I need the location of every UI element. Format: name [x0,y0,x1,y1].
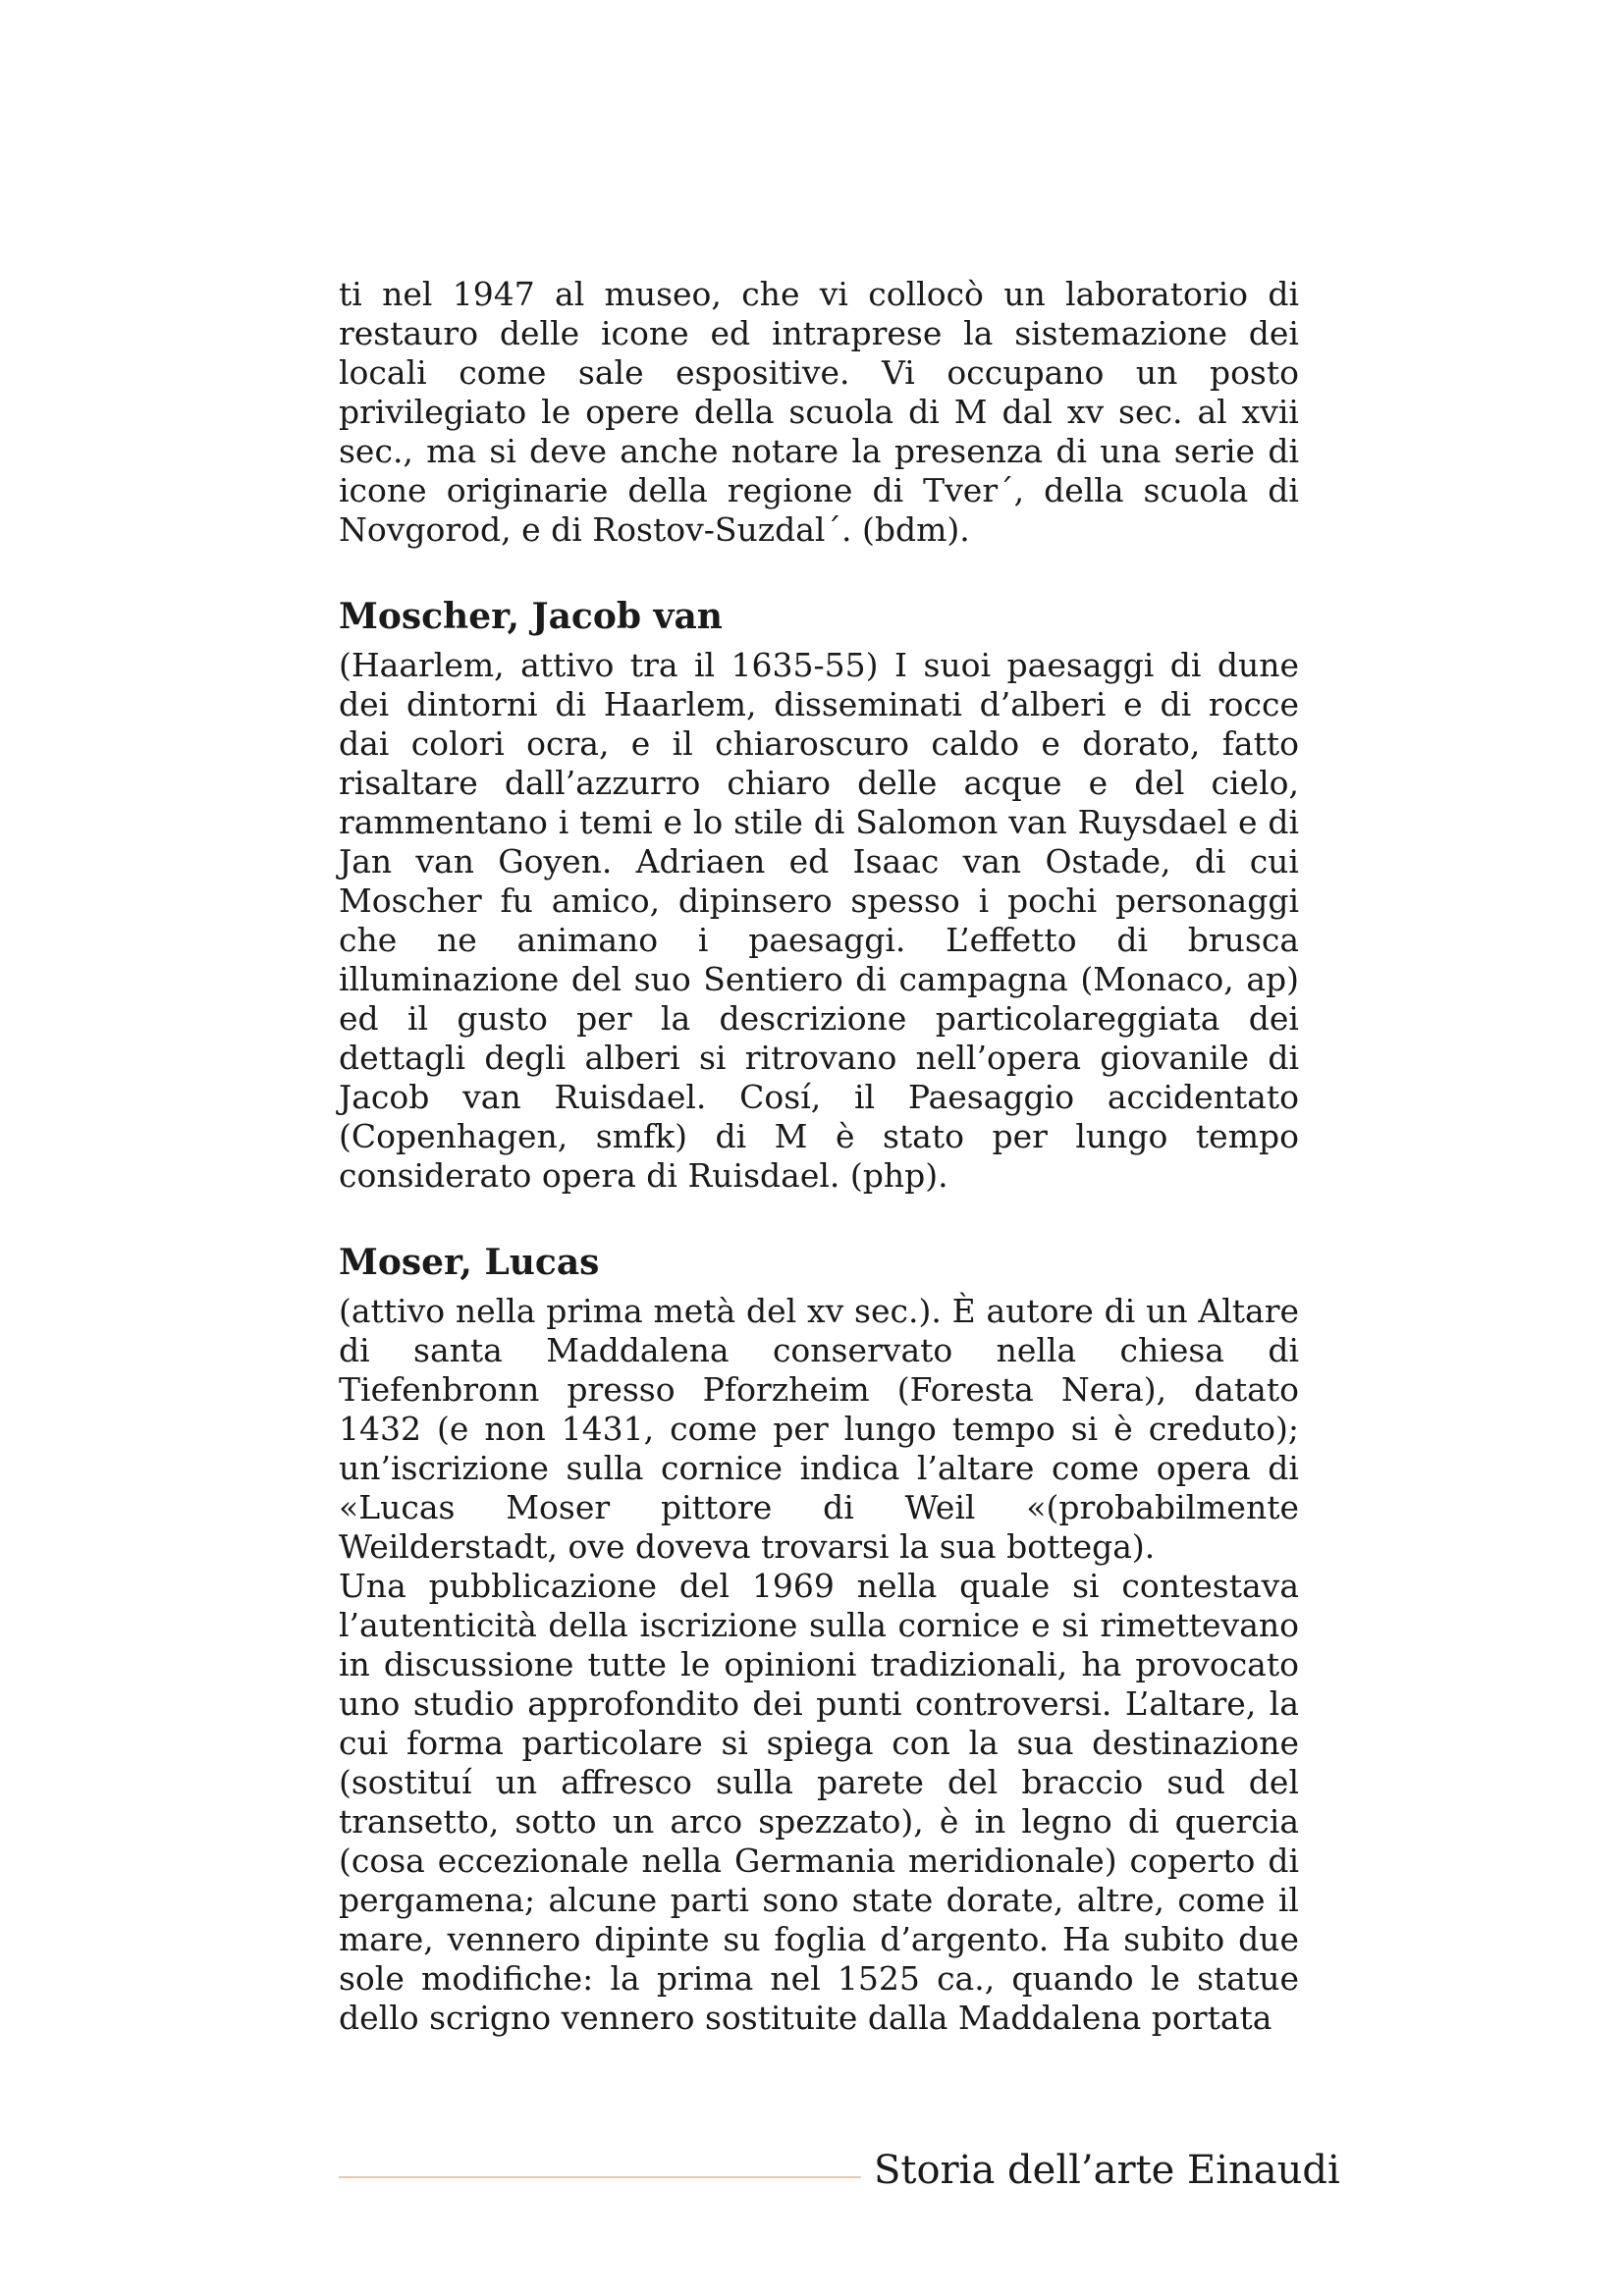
intro-paragraph: ti nel 1947 al museo, che vi collocò un laboratorio di restauro delle icone ed intraprese la sistemazione dei locali come sale espositive. Vi occupano un posto privilegiato le opere della scuola di M dal xv sec. al xvii sec., ma si deve anche notare la presenza di una serie di icone originarie della regione di Tver´, della scuola di Novgorod, e di Rostov-Suzdal´. (bdm). [339,275,1299,549]
entry-title-moscher: Moscher, Jacob van [339,596,723,637]
spacer [339,1196,1299,1241]
spacer [339,550,1299,595]
footer-divider [339,2176,861,2178]
entry-title-moser: Moser, Lucas [339,1242,600,1283]
entry-text-moser-1: (attivo nella prima metà del xv sec.). È autore di un Altare di santa Maddalena conservato nella chiesa di Tiefenbronn presso Pforzheim (Foresta Nera), datato 1432 (e non 1431, come per lungo tempo si è creduto); un’iscrizione sulla cornice indica l’altare come opera di «Lucas Moser pittore di Weil «(probabilmente Weilderstadt, ove doveva trovarsi la sua bottega). [339,1292,1299,1566]
entry-text-moser-2: Una pubblicazione del 1969 nella quale si contestava l’autenticità della iscrizione sulla cornice e si rimettevano in discussione tutte le opinioni tradizionali, ha provocato uno studio approfondito dei punti controversi. L’altare, la cui forma particolare si spiega con la sua destinazione (sostituí un affresco sulla parete del braccio sud del transetto, sotto un arco spezzato), è in legno di quercia (cosa eccezionale nella Germania meridionale) coperto di pergamena; alcune parti sono state dorate, altre, come il mare, vennero dipinte su foglia d’argento. Ha subito due sole modifiche: la prima nel 1525 ca., quando le statue dello scrigno vennero sostituite dalla Maddalena portata [339,1567,1299,2037]
article-column [339,275,1299,2038]
spacer [339,1284,1299,1292]
spacer [339,638,1299,646]
entry-text-moscher: (Haarlem, attivo tra il 1635-55) I suoi paesaggi di dune dei dintorni di Haarlem, disseminati d’alberi e di rocce dai colori ocra, e il chiaroscuro caldo e dorato, fatto risaltare dall’azzurro chiaro delle acque e del cielo, rammentano i temi e lo stile di Salomon van Ruysdael e di Jan van Goyen. Adriaen ed Isaac van Ostade, di cui Moscher fu amico, dipinsero spesso i pochi personaggi che ne animano i paesaggi. L’effetto di brusca illuminazione del suo Sentiero di campagna (Monaco, ap) ed il gusto per la descrizione particolareggiata dei dettagli degli alberi si ritrovano nell’opera giovanile di Jacob van Ruisdael. Cosí, il Paesaggio accidentato (Copenhagen, smfk) di M è stato per lungo tempo considerato opera di Ruisdael. (php). [339,646,1299,1195]
footer-publisher: Storia dell’arte Einaudi [874,2148,1340,2193]
